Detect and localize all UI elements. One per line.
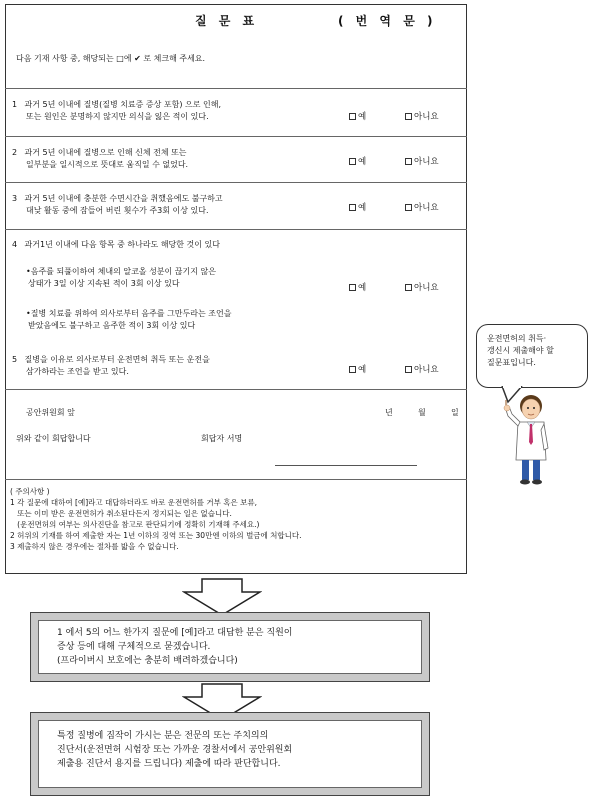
flow-text: 제출용 진단서 용지를 드립니다) 제출에 따라 판단합니다. <box>57 759 281 769</box>
divider <box>5 182 467 183</box>
q5-yes-checkbox[interactable] <box>349 366 356 373</box>
question-4-item-2: •질병 치료를 위하여 의사로부터 음주를 그만두라는 조언을 받았음에도 불구하고 음주한 적이 3회 이상 있다 <box>26 309 232 330</box>
question-4-item-1: •음주를 되풀이하여 체내의 알코올 성분이 끊기지 않은 상태가 3일 이상 지속된 적이 3회 이상 있다 <box>26 267 216 288</box>
q5-yes-option[interactable]: 예 <box>349 363 366 375</box>
flow-text: 특정 질병에 짐작이 가시는 분은 전문의 또는 주치의의 <box>57 731 269 741</box>
question-1: 1 과거 5년 이내에 질병(질병 치료증 증상 포함) 으로 인해, 또는 원인은 분명하지 않지만 의식을 잃은 적이 있다. <box>12 100 222 121</box>
q1-yes-checkbox[interactable] <box>349 113 356 120</box>
flow-text: 1 에서 5의 어느 한가지 질문에 [예]라고 대답한 분은 직원이 <box>57 628 293 638</box>
form-title: 질 문 표 <box>195 14 259 28</box>
notes-section <box>10 486 302 552</box>
addressee: 공안위원회 앞 <box>26 408 75 417</box>
note-line: 2 허위의 기재를 하여 제출한 자는 1년 이하의 징역 또는 30만엔 이하의 벌금에 처합니다. <box>10 531 302 540</box>
flow-text: (프라이버시 보호에는 충분히 배려하겠습니다) <box>57 656 238 666</box>
divider <box>5 389 467 390</box>
question-3: 3 과거 5년 이내에 충분한 수면시간을 취했음에도 불구하고 대낮 활동 중에 잠들어 버린 횟수가 주3회 이상 있다. <box>12 194 223 215</box>
q2-no-checkbox[interactable] <box>405 158 412 165</box>
note-line: 1 각 질문에 대하여 [예]라고 대답하더라도 바로 운전면허를 거부 혹은 보류, <box>10 498 257 507</box>
note-line: 3 제출하지 않은 경우에는 절차를 밟을 수 없습니다. <box>10 542 179 551</box>
q3-yes-option[interactable]: 예 <box>349 201 366 213</box>
question-5: 5 질병을 이유로 의사로부터 운전면허 취득 또는 운전을 삼가하라는 조언을 받고 있다. <box>12 355 210 376</box>
q5-no-option[interactable]: 아니요 <box>405 363 439 375</box>
question-2: 2 과거 5년 이내에 질병으로 인해 신체 전체 또는 일부분을 일시적으로 뜻대로 움직일 수 없었다. <box>12 148 189 169</box>
q4-item1-no-checkbox[interactable] <box>405 284 412 291</box>
down-arrow-icon <box>182 578 262 616</box>
q2-no-option[interactable]: 아니요 <box>405 155 439 167</box>
bubble-line: 운전면허의 취득· <box>487 334 547 343</box>
q3-yes-checkbox[interactable] <box>349 204 356 211</box>
flow-text: 증상 등에 대해 구체적으로 묻겠습니다. <box>57 642 211 652</box>
date-month-label: 월 <box>418 408 426 417</box>
q1-no-option[interactable]: 아니요 <box>405 110 439 122</box>
flow-box-2 <box>30 712 430 796</box>
q1-yes-option[interactable]: 예 <box>349 110 366 122</box>
q4-item1-yes-checkbox[interactable] <box>349 284 356 291</box>
speech-bubble <box>476 324 588 388</box>
signature-label: 회답자 서명 <box>201 434 243 443</box>
q4-item1-yes-option[interactable]: 예 <box>349 281 366 293</box>
divider <box>5 229 467 230</box>
signature-line[interactable] <box>275 465 417 466</box>
note-line: 또는 이미 받은 운전면허가 취소된다든지 정지되는 일은 없습니다. <box>10 509 232 518</box>
form-instruction: 다음 기재 사항 중, 해당되는 □에 ✔ 로 체크해 주세요. <box>16 54 206 63</box>
flow-box-2-content <box>38 720 422 788</box>
date-day-label: 일 <box>451 408 459 417</box>
date-year-label: 년 <box>385 408 393 417</box>
q2-yes-checkbox[interactable] <box>349 158 356 165</box>
q3-no-option[interactable]: 아니요 <box>405 201 439 213</box>
q2-yes-option[interactable]: 예 <box>349 155 366 167</box>
divider <box>5 479 467 480</box>
form-title-translation: ( 번 역 문 ) <box>338 14 437 28</box>
q4-item1-no-option[interactable]: 아니요 <box>405 281 439 293</box>
notes-title: ( 주의사항 ) <box>10 487 50 496</box>
flow-box-1-content <box>38 620 422 674</box>
flow-box-1 <box>30 612 430 682</box>
bubble-line: 갱신시 제출해야 할 <box>487 346 554 355</box>
doctor-illustration <box>498 392 560 492</box>
flow-text: 진단서(운전면허 시험장 또는 가까운 경찰서에서 공안위원회 <box>57 745 293 755</box>
divider <box>5 88 467 89</box>
note-line: (운전면허의 여부는 의사진단을 참고로 판단되기에 정확히 기재해 주세요.) <box>10 520 260 529</box>
bubble-line: 질문표입니다. <box>487 358 536 367</box>
q1-no-checkbox[interactable] <box>405 113 412 120</box>
question-4: 4 과거1년 이내에 다음 항목 중 하나라도 해당한 것이 있다 <box>12 240 220 249</box>
divider <box>5 136 467 137</box>
q5-no-checkbox[interactable] <box>405 366 412 373</box>
q3-no-checkbox[interactable] <box>405 204 412 211</box>
reply-statement: 위와 같이 회답합니다 <box>16 434 91 443</box>
